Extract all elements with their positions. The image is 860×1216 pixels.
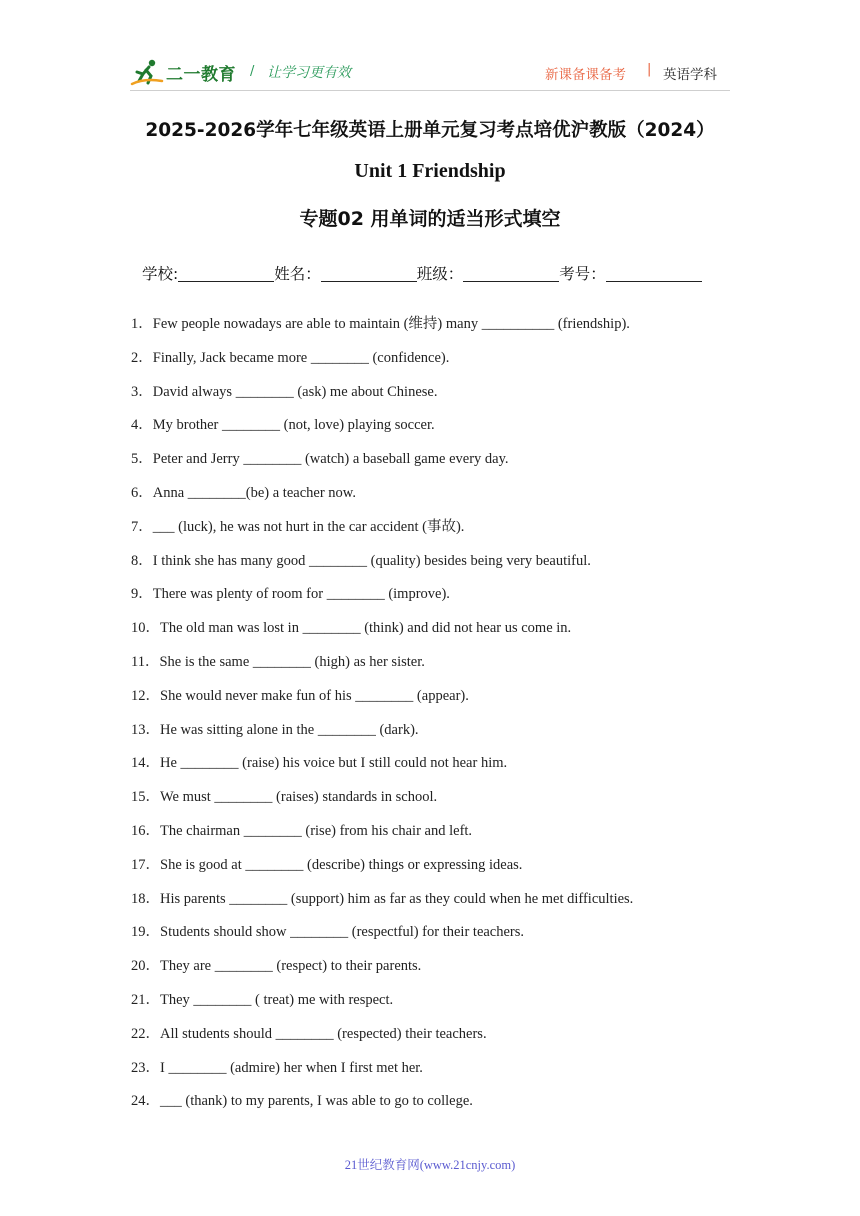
page-footer: 21世纪教育网(www.21cnjy.com) bbox=[344, 1158, 516, 1172]
question-text: David always ________ (ask) me about Chinese. bbox=[152, 383, 438, 400]
question-number: 12． bbox=[131, 687, 160, 704]
question-item bbox=[131, 956, 771, 990]
runner-logo-icon bbox=[130, 57, 164, 87]
question-item bbox=[131, 1058, 771, 1092]
question-item bbox=[131, 314, 771, 348]
question-number: 16． bbox=[131, 822, 160, 839]
slogan-separator: / bbox=[250, 64, 255, 79]
question-number: 1． bbox=[131, 316, 153, 332]
question-text: He ________ (raise) his voice but I still could not hear him. bbox=[160, 755, 508, 772]
topic-title: 专题02 用单词的适当形式填空 bbox=[299, 208, 561, 230]
exam-number-field[interactable] bbox=[606, 265, 702, 282]
question-number: 21． bbox=[131, 991, 160, 1008]
question-text: Anna ________(be) a teacher now. bbox=[152, 484, 356, 501]
question-item bbox=[131, 686, 771, 720]
header-divider bbox=[130, 90, 730, 91]
question-text: Students should show ________ (respectful) for their teachers. bbox=[160, 924, 525, 941]
name-label: 姓名： bbox=[274, 265, 321, 283]
question-item bbox=[131, 551, 771, 585]
question-item bbox=[131, 889, 771, 923]
question-text: They ________ ( treat) me with respect. bbox=[160, 991, 394, 1008]
question-item bbox=[131, 720, 771, 754]
question-text: I think she has many good ________ (quality) besides being very beautiful. bbox=[152, 552, 591, 569]
question-text: Peter and Jerry ________ (watch) a baseball game every day. bbox=[152, 451, 509, 468]
exam-number-label: 考号： bbox=[559, 265, 606, 283]
question-number: 9． bbox=[131, 586, 153, 603]
question-item bbox=[131, 1091, 771, 1125]
question-text: The old man was lost in ________ (think) and did not hear us come in. bbox=[160, 620, 572, 637]
question-item bbox=[131, 652, 771, 686]
class-field[interactable] bbox=[463, 265, 559, 282]
class-label: 班级： bbox=[416, 265, 464, 283]
question-item bbox=[131, 415, 771, 449]
question-item bbox=[131, 382, 771, 416]
question-item bbox=[131, 449, 771, 483]
question-text: ___ (luck), he was not hurt in the car accident (事故). bbox=[152, 518, 465, 535]
question-item bbox=[131, 483, 771, 517]
question-item bbox=[131, 753, 771, 787]
question-number: 8． bbox=[131, 552, 153, 569]
question-text: Finally, Jack became more ________ (confidence). bbox=[152, 349, 450, 366]
question-number: 22． bbox=[131, 1025, 160, 1042]
question-number: 23． bbox=[131, 1059, 160, 1076]
question-text: She would never make fun of his ________ (appear). bbox=[160, 687, 469, 704]
question-item bbox=[131, 990, 771, 1024]
school-label: 学校: bbox=[142, 265, 179, 283]
question-item bbox=[131, 1024, 771, 1058]
question-item bbox=[131, 922, 771, 956]
main-title: 2025-2026学年七年级英语上册单元复习考点培优沪教版（2024） bbox=[145, 120, 715, 141]
unit-title: Unit 1 Friendship bbox=[354, 160, 506, 182]
question-number: 17． bbox=[131, 856, 160, 873]
brand-logo bbox=[130, 56, 236, 88]
question-number: 2． bbox=[131, 349, 153, 366]
question-text: They are ________ (respect) to their parents. bbox=[160, 958, 422, 975]
page-header bbox=[130, 56, 730, 88]
question-item bbox=[131, 787, 771, 821]
question-text: There was plenty of room for ________ (improve). bbox=[152, 586, 450, 603]
question-number: 7． bbox=[131, 518, 153, 535]
question-item bbox=[131, 855, 771, 889]
question-text: She is the same ________ (high) as her sister. bbox=[159, 653, 425, 670]
question-item bbox=[131, 517, 771, 551]
question-text: My brother ________ (not, love) playing soccer. bbox=[152, 417, 435, 434]
name-field[interactable] bbox=[321, 265, 417, 282]
question-text: All students should ________ (respected) their teachers. bbox=[160, 1025, 487, 1042]
header-tag-separator: | bbox=[647, 62, 652, 77]
question-number: 10． bbox=[131, 620, 160, 637]
question-number: 3． bbox=[131, 383, 153, 400]
student-info-row bbox=[142, 262, 742, 284]
question-number: 13． bbox=[131, 721, 160, 738]
question-number: 24． bbox=[131, 1093, 160, 1110]
question-text: I ________ (admire) her when I first met her. bbox=[160, 1059, 423, 1076]
question-text: The chairman ________ (rise) from his chair and left. bbox=[160, 822, 473, 839]
question-item bbox=[131, 618, 771, 652]
question-list bbox=[131, 314, 771, 1125]
question-text: She is good at ________ (describe) things or expressing ideas. bbox=[160, 856, 523, 873]
question-number: 4． bbox=[131, 417, 153, 434]
question-number: 20． bbox=[131, 958, 160, 975]
question-number: 14． bbox=[131, 755, 160, 772]
question-number: 11． bbox=[131, 653, 160, 670]
header-tag-subject: 英语学科 bbox=[663, 67, 717, 83]
question-item bbox=[131, 584, 771, 618]
question-number: 15． bbox=[131, 789, 160, 806]
question-text: Few people nowadays are able to maintain (维持) many __________ (friendship). bbox=[152, 316, 630, 332]
school-field[interactable] bbox=[178, 265, 274, 282]
header-tag-course: 新课备课备考 bbox=[545, 67, 626, 83]
question-number: 5． bbox=[131, 451, 153, 468]
slogan: 让学习更有效 bbox=[267, 65, 351, 81]
question-text: His parents ________ (support) him as far as they could when he met difficulties. bbox=[160, 890, 634, 907]
question-text: ___ (thank) to my parents, I was able to go to college. bbox=[160, 1093, 473, 1110]
logo-text: 二一教育 bbox=[166, 64, 236, 85]
question-number: 6． bbox=[131, 484, 153, 501]
question-text: He was sitting alone in the ________ (dark). bbox=[160, 721, 419, 738]
question-item bbox=[131, 348, 771, 382]
question-text: We must ________ (raises) standards in school. bbox=[160, 789, 438, 806]
question-number: 19． bbox=[131, 924, 160, 941]
question-number: 18． bbox=[131, 890, 160, 907]
question-item bbox=[131, 821, 771, 855]
